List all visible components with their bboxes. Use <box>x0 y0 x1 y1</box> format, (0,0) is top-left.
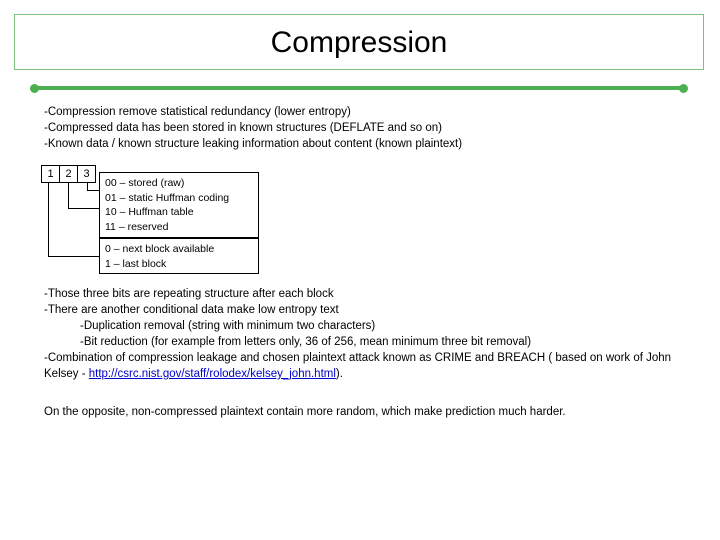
connector-bit3 <box>87 183 88 190</box>
intro-line: -Compressed data has been stored in known structures (DEFLATE and so on) <box>44 122 443 134</box>
body-subline: -Duplication removal (string with minimum two characters) <box>80 320 376 332</box>
body-text <box>44 286 684 382</box>
final-block-line: 1 – last block <box>105 257 167 270</box>
intro-line: -Known data / known structure leaking information about content (known plaintext) <box>44 138 463 150</box>
block-type-box <box>99 172 259 238</box>
final-block-box <box>99 238 259 274</box>
block-type-line: 01 – static Huffman coding <box>105 191 230 204</box>
body-subline: -Bit reduction (for example from letters only, 36 of 256, mean minimum three bit removal) <box>80 336 532 348</box>
kelsey-link[interactable]: http://csrc.nist.gov/staff/rolodex/kelsey_john.html <box>88 368 336 380</box>
bit-3: 3 <box>77 165 96 183</box>
bit-1: 1 <box>41 165 60 183</box>
intro-text <box>44 104 462 152</box>
block-type-line: 11 – reserved <box>105 220 169 233</box>
connector-bit1 <box>48 183 49 256</box>
divider-line <box>34 86 684 90</box>
connector-bit3-h <box>87 190 99 191</box>
divider-dot-right <box>679 84 688 93</box>
connector-bit2-h <box>68 208 99 209</box>
header-bits <box>41 165 95 183</box>
body-line-suffix: ). <box>335 368 343 380</box>
intro-line: -Compression remove statistical redundancy (lower entropy) <box>44 106 351 118</box>
final-block-line: 0 – next block available <box>105 243 215 255</box>
block-type-line: 00 – stored (raw) <box>105 177 185 189</box>
divider-dot-left <box>30 84 39 93</box>
body-line: -Those three bits are repeating structure after each block <box>44 288 334 300</box>
title-box <box>14 14 704 70</box>
block-type-line: 10 – Huffman table <box>105 206 194 218</box>
closing-text: On the opposite, non-compressed plaintext contain more random, which make prediction much harder. <box>44 406 566 418</box>
bit-2: 2 <box>59 165 78 183</box>
slide-title: Compression <box>270 26 448 59</box>
connector-bit2 <box>68 183 69 208</box>
body-line-crime-breach <box>44 350 684 382</box>
body-line-prefix: -Combination of compression leakage and chosen plaintext attack known as CRIME and BREACH ( based on work of John Kelsey - <box>44 352 672 380</box>
body-line: -There are another conditional data make low entropy text <box>44 304 339 316</box>
connector-bit1-h <box>48 256 99 257</box>
